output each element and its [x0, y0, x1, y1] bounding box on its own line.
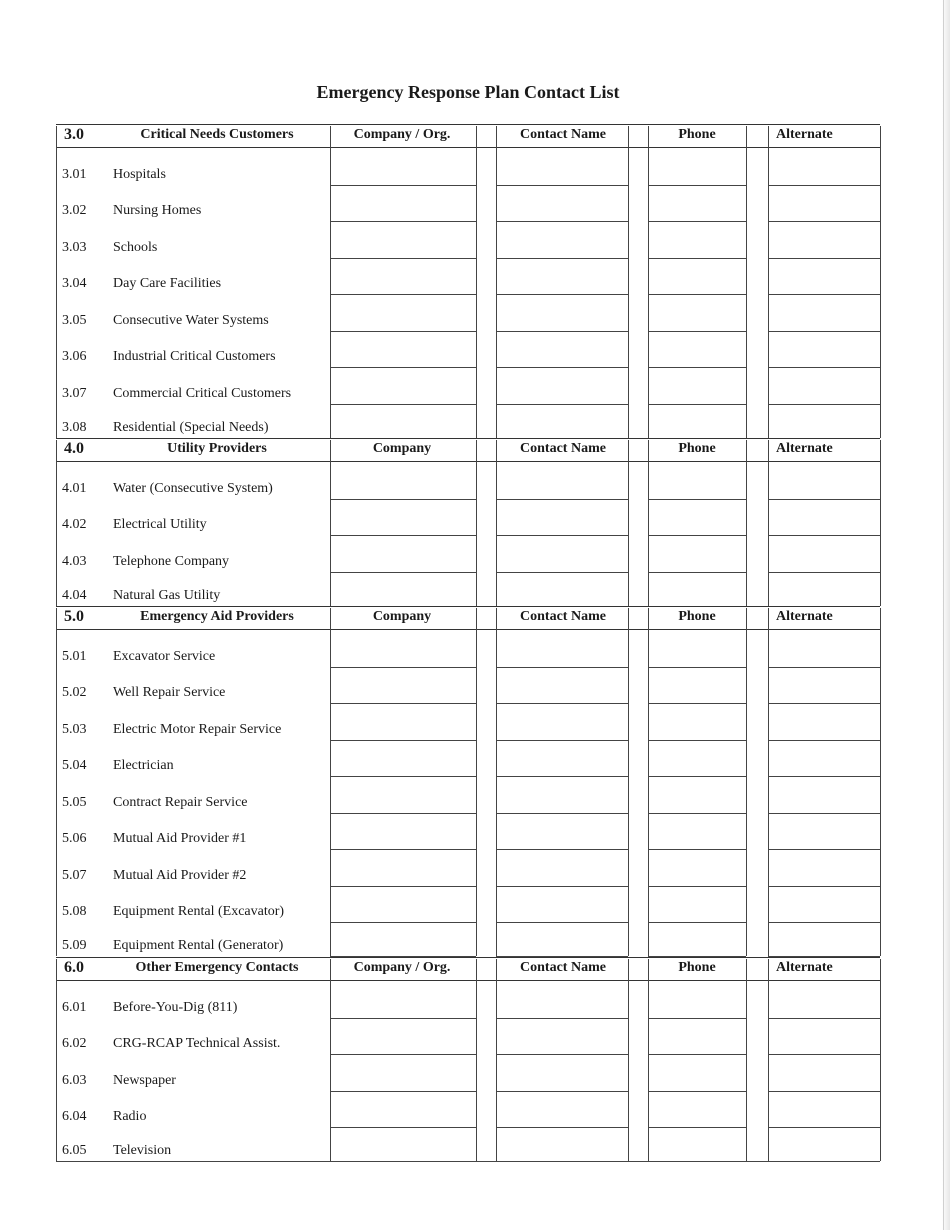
column-header-phone: Phone	[678, 441, 716, 456]
grid-column-line	[746, 440, 747, 606]
phone-field[interactable]	[648, 1018, 746, 1019]
phone-field[interactable]	[648, 367, 746, 368]
grid-column-line	[628, 959, 629, 1161]
section-title: Emergency Aid Providers	[140, 609, 294, 624]
item-number: 6.03	[62, 1072, 87, 1088]
list-item	[56, 938, 326, 958]
section-rows	[56, 630, 880, 956]
grid-column-line	[648, 608, 649, 956]
section-rows	[56, 981, 880, 1161]
item-number: 5.03	[62, 721, 87, 737]
item-number: 5.02	[62, 685, 87, 700]
grid-column-line	[56, 959, 57, 1161]
column-header-contact-name: Contact Name	[520, 609, 606, 624]
item-name: Hospitals	[113, 166, 166, 182]
section-header	[56, 957, 880, 981]
list-item	[56, 420, 326, 440]
section-number: 4.0	[64, 440, 84, 457]
list-item	[56, 313, 326, 333]
company-field[interactable]	[330, 740, 476, 741]
item-name: Mutual Aid Provider #1	[113, 831, 247, 846]
alternate-field[interactable]	[768, 922, 880, 923]
alternate-field[interactable]	[768, 572, 880, 573]
phone-field[interactable]	[648, 703, 746, 704]
item-name: Telephone Company	[113, 553, 230, 569]
section-number: 5.0	[64, 608, 84, 625]
contact-name-field[interactable]	[496, 740, 628, 741]
item-name: Commercial Critical Customers	[113, 385, 292, 401]
column-header-contact-name: Contact Name	[520, 441, 606, 456]
alternate-field[interactable]	[768, 1018, 880, 1019]
item-name: Water (Consecutive System)	[113, 480, 273, 496]
item-name: Contract Repair Service	[113, 794, 248, 810]
item-name: Equipment Rental (Generator)	[113, 938, 284, 953]
grid-column-line	[648, 126, 649, 438]
item-name: Television	[113, 1143, 172, 1158]
grid-column-line	[496, 126, 497, 438]
section-header	[56, 606, 880, 630]
contact-name-field[interactable]	[496, 258, 628, 259]
list-item	[56, 722, 326, 742]
section-6-0	[56, 957, 880, 1159]
list-item	[56, 167, 326, 187]
item-number: 6.02	[62, 1036, 87, 1051]
contact-name-field[interactable]	[496, 294, 628, 295]
contact-name-field[interactable]	[496, 776, 628, 777]
column-header-alternate: Alternate	[776, 960, 833, 975]
contact-name-field[interactable]	[496, 404, 628, 405]
grid-column-line	[746, 126, 747, 438]
company-field[interactable]	[330, 1127, 476, 1128]
company-field[interactable]	[330, 535, 476, 536]
phone-field[interactable]	[648, 331, 746, 332]
item-number: 3.02	[62, 203, 87, 218]
contact-name-field[interactable]	[496, 703, 628, 704]
phone-field[interactable]	[648, 667, 746, 668]
company-field[interactable]	[330, 1091, 476, 1092]
column-header-phone: Phone	[678, 609, 716, 624]
list-item	[56, 386, 326, 406]
company-field[interactable]	[330, 1054, 476, 1055]
grid-column-line	[880, 440, 881, 606]
alternate-field[interactable]	[768, 1091, 880, 1092]
section-number: 6.0	[64, 959, 84, 976]
company-field[interactable]	[330, 703, 476, 704]
grid-column-line	[880, 608, 881, 956]
grid-column-line	[476, 959, 477, 1161]
grid-column-line	[628, 608, 629, 956]
list-item	[56, 588, 326, 608]
scan-page-edge	[942, 0, 950, 1230]
list-item	[56, 1000, 326, 1020]
item-name: Well Repair Service	[113, 685, 226, 700]
grid-column-line	[880, 959, 881, 1161]
item-name: Natural Gas Utility	[113, 587, 221, 603]
company-field[interactable]	[330, 367, 476, 368]
alternate-field[interactable]	[768, 258, 880, 259]
page-title: Emergency Response Plan Contact List	[316, 82, 620, 102]
company-field[interactable]	[330, 572, 476, 573]
list-item	[56, 276, 326, 296]
grid-column-line	[768, 608, 769, 956]
grid-column-line	[476, 608, 477, 956]
company-field[interactable]	[330, 776, 476, 777]
alternate-field[interactable]	[768, 294, 880, 295]
list-item	[56, 649, 326, 669]
company-field[interactable]	[330, 258, 476, 259]
list-item	[56, 685, 326, 705]
item-number: 5.08	[62, 904, 87, 919]
contact-name-field[interactable]	[496, 367, 628, 368]
grid-column-line	[648, 440, 649, 606]
item-number: 6.05	[62, 1143, 87, 1158]
item-number: 5.04	[62, 758, 87, 773]
grid-column-line	[476, 126, 477, 438]
phone-field[interactable]	[648, 221, 746, 222]
contact-name-field[interactable]	[496, 849, 628, 850]
item-name: Before-You-Dig (811)	[113, 999, 238, 1015]
grid-column-line	[768, 126, 769, 438]
list-item	[56, 203, 326, 223]
contact-name-field[interactable]	[496, 499, 628, 500]
phone-field[interactable]	[648, 404, 746, 405]
list-item	[56, 517, 326, 537]
grid-column-line	[746, 959, 747, 1161]
item-number: 5.05	[62, 794, 87, 810]
phone-field[interactable]	[648, 886, 746, 887]
list-item	[56, 1073, 326, 1093]
list-item	[56, 1036, 326, 1056]
grid-column-line	[496, 608, 497, 956]
list-item	[56, 868, 326, 888]
list-item	[56, 795, 326, 815]
alternate-field[interactable]	[768, 740, 880, 741]
list-item	[56, 240, 326, 260]
phone-field[interactable]	[648, 1091, 746, 1092]
list-item	[56, 554, 326, 574]
section-title: Other Emergency Contacts	[135, 960, 299, 975]
section-4-0	[56, 438, 880, 604]
contact-name-field[interactable]	[496, 886, 628, 887]
section-header	[56, 124, 880, 148]
alternate-field[interactable]	[768, 404, 880, 405]
list-item	[56, 904, 326, 924]
list-item	[56, 1143, 326, 1163]
phone-field[interactable]	[648, 258, 746, 259]
phone-field[interactable]	[648, 499, 746, 500]
section-3-0	[56, 124, 880, 436]
alternate-field[interactable]	[768, 185, 880, 186]
contact-name-field[interactable]	[496, 922, 628, 923]
phone-field[interactable]	[648, 294, 746, 295]
item-number: 3.05	[62, 312, 87, 328]
list-item	[56, 349, 326, 369]
phone-field[interactable]	[648, 572, 746, 573]
item-name: Residential (Special Needs)	[113, 419, 269, 435]
grid-column-line	[330, 608, 331, 956]
alternate-field[interactable]	[768, 667, 880, 668]
grid-column-line	[880, 126, 881, 438]
alternate-field[interactable]	[768, 331, 880, 332]
contact-name-field[interactable]	[496, 1127, 628, 1128]
item-name: Schools	[113, 239, 158, 255]
phone-field[interactable]	[648, 1054, 746, 1055]
alternate-field[interactable]	[768, 535, 880, 536]
item-name: Day Care Facilities	[113, 276, 222, 291]
column-header-phone: Phone	[678, 960, 716, 975]
item-name: CRG-RCAP Technical Assist.	[113, 1036, 281, 1051]
item-number: 5.09	[62, 938, 87, 953]
section-rows	[56, 148, 880, 438]
company-field[interactable]	[330, 1018, 476, 1019]
item-name: Newspaper	[113, 1072, 176, 1088]
grid-column-line	[628, 126, 629, 438]
company-field[interactable]	[330, 922, 476, 923]
column-header-company: Company	[372, 609, 432, 624]
column-header-phone: Phone	[678, 127, 716, 142]
alternate-field[interactable]	[768, 499, 880, 500]
alternate-field[interactable]	[768, 1054, 880, 1055]
list-item	[56, 758, 326, 778]
item-name: Consecutive Water Systems	[113, 312, 269, 328]
phone-field[interactable]	[648, 1127, 746, 1128]
grid-column-line	[628, 440, 629, 606]
grid-column-line	[330, 959, 331, 1161]
alternate-field[interactable]	[768, 776, 880, 777]
item-number: 5.07	[62, 867, 87, 883]
list-item	[56, 481, 326, 501]
grid-column-line	[768, 959, 769, 1161]
contact-name-field[interactable]	[496, 572, 628, 573]
alternate-field[interactable]	[768, 703, 880, 704]
section-title: Utility Providers	[167, 441, 267, 456]
contact-name-field[interactable]	[496, 667, 628, 668]
item-number: 3.07	[62, 385, 87, 401]
company-field[interactable]	[330, 667, 476, 668]
section-title: Critical Needs Customers	[140, 127, 294, 142]
section-header	[56, 438, 880, 462]
item-number: 5.06	[62, 831, 87, 846]
company-field[interactable]	[330, 813, 476, 814]
item-name: Nursing Homes	[113, 203, 202, 218]
phone-field[interactable]	[648, 813, 746, 814]
list-item	[56, 1109, 326, 1129]
item-name: Electric Motor Repair Service	[113, 721, 282, 737]
company-field[interactable]	[330, 849, 476, 850]
column-header-contact-name: Contact Name	[520, 960, 606, 975]
company-field[interactable]	[330, 404, 476, 405]
contact-name-field[interactable]	[496, 185, 628, 186]
column-header-alternate: Alternate	[776, 609, 833, 624]
column-header-alternate: Alternate	[776, 127, 833, 142]
column-header-alternate: Alternate	[776, 441, 833, 456]
item-name: Radio	[113, 1109, 147, 1124]
contact-name-field[interactable]	[496, 813, 628, 814]
company-field[interactable]	[330, 221, 476, 222]
item-number: 4.04	[62, 587, 87, 603]
item-number: 6.04	[62, 1109, 87, 1124]
grid-column-line	[476, 440, 477, 606]
contact-name-field[interactable]	[496, 535, 628, 536]
grid-column-line	[496, 959, 497, 1161]
section-rows	[56, 462, 880, 606]
alternate-field[interactable]	[768, 1127, 880, 1128]
grid-column-line	[496, 440, 497, 606]
company-field[interactable]	[330, 185, 476, 186]
column-header-company: Company / Org.	[353, 960, 451, 975]
phone-field[interactable]	[648, 740, 746, 741]
grid-column-line	[648, 959, 649, 1161]
item-number: 4.03	[62, 553, 87, 569]
item-number: 5.01	[62, 648, 87, 664]
list-item	[56, 831, 326, 851]
column-header-company: Company / Org.	[353, 127, 451, 142]
contact-name-field[interactable]	[496, 1091, 628, 1092]
item-number: 3.08	[62, 419, 87, 435]
contact-name-field[interactable]	[496, 331, 628, 332]
item-name: Excavator Service	[113, 648, 216, 664]
item-number: 3.06	[62, 349, 87, 364]
grid-column-line	[330, 440, 331, 606]
contact-name-field[interactable]	[496, 1054, 628, 1055]
table-bottom-border	[56, 1161, 880, 1162]
column-header-contact-name: Contact Name	[520, 127, 606, 142]
section-5-0	[56, 606, 880, 954]
section-number: 3.0	[64, 126, 84, 143]
item-number: 4.01	[62, 480, 87, 496]
alternate-field[interactable]	[768, 813, 880, 814]
item-name: Equipment Rental (Excavator)	[113, 904, 285, 919]
column-header-company: Company	[372, 441, 432, 456]
alternate-field[interactable]	[768, 367, 880, 368]
company-field[interactable]	[330, 499, 476, 500]
phone-field[interactable]	[648, 185, 746, 186]
phone-field[interactable]	[648, 922, 746, 923]
grid-column-line	[746, 608, 747, 956]
grid-column-line	[768, 440, 769, 606]
company-field[interactable]	[330, 886, 476, 887]
company-field[interactable]	[330, 331, 476, 332]
item-number: 3.03	[62, 239, 87, 255]
company-field[interactable]	[330, 294, 476, 295]
alternate-field[interactable]	[768, 849, 880, 850]
phone-field[interactable]	[648, 776, 746, 777]
alternate-field[interactable]	[768, 886, 880, 887]
item-number: 4.02	[62, 517, 87, 532]
phone-field[interactable]	[648, 849, 746, 850]
item-number: 6.01	[62, 999, 87, 1015]
item-number: 3.04	[62, 276, 87, 291]
item-name: Electrician	[113, 758, 174, 773]
alternate-field[interactable]	[768, 221, 880, 222]
item-number: 3.01	[62, 166, 87, 182]
grid-column-line	[330, 126, 331, 438]
contact-name-field[interactable]	[496, 1018, 628, 1019]
item-name: Electrical Utility	[113, 517, 207, 532]
contact-name-field[interactable]	[496, 221, 628, 222]
phone-field[interactable]	[648, 535, 746, 536]
item-name: Mutual Aid Provider #2	[113, 867, 247, 883]
item-name: Industrial Critical Customers	[113, 349, 276, 364]
